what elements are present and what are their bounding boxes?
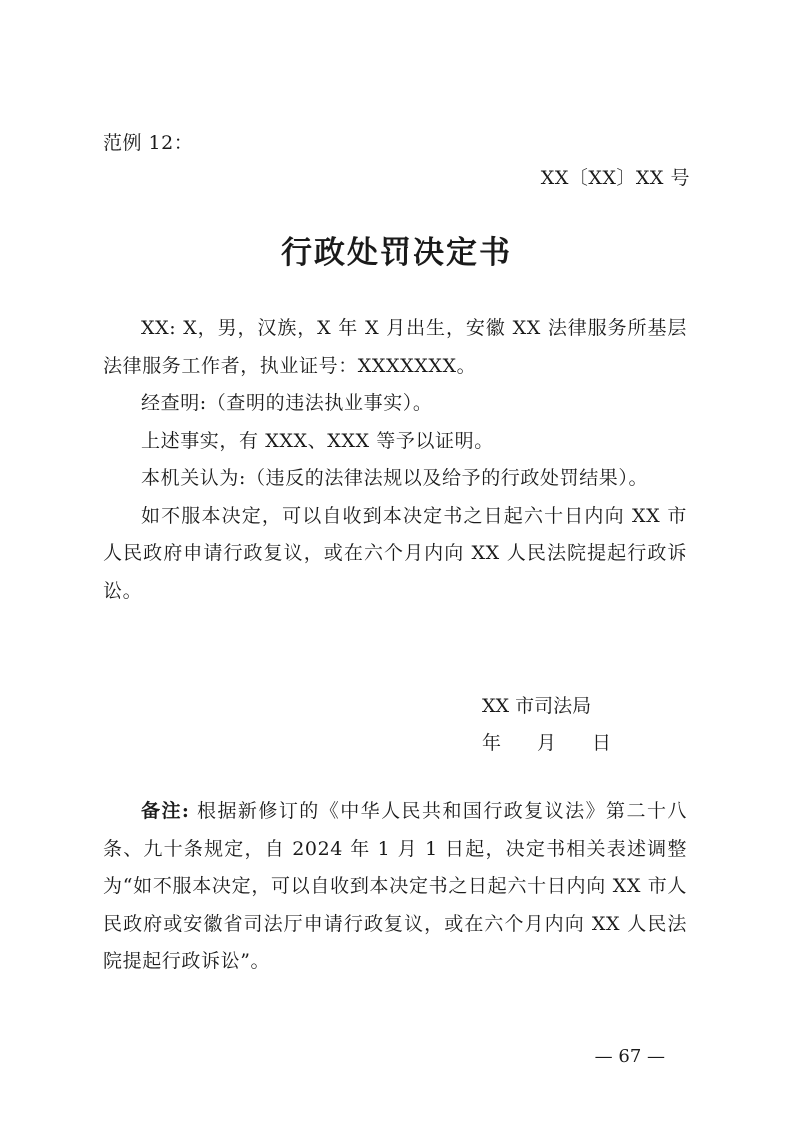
issuer-name: XX 市司法局	[482, 695, 592, 717]
paragraph-appeal-rights: 如不服本决定，可以自收到本决定书之日起六十日内向 XX 市人民政府申请行政复议，或在六个月内向 XX 人民法院提起行政诉讼。	[103, 504, 687, 602]
paragraph-party-info: XX: X，男，汉族，X 年 X 月出生，安徽 XX 法律服务所基层法律服务工作者，执业证号：XXXXXXX。	[103, 317, 687, 377]
page-number: — 67 —	[594, 1046, 665, 1067]
paragraph-findings: 经查明:（查明的违法执业事实）。	[141, 392, 433, 414]
document-body	[103, 310, 687, 610]
document-title: 行政处罚决定书	[281, 235, 512, 271]
paragraph-evidence: 上述事实，有 XXX、XXX 等予以证明。	[141, 429, 494, 452]
issue-date	[482, 725, 611, 762]
note-paragraph	[103, 793, 687, 981]
date-month: 月	[537, 732, 557, 754]
example-label: 范例 12：	[103, 132, 194, 154]
note-text: 根据新修订的《中华人民共和国行政复议法》第二十八条、九十条规定，自 2024 年 1 月 1 日起，决定书相关表述调整为“如不服本决定，可以自收到本决定书之日起六十日内向 XX 市人民政府或安徽省司法厅申请行政复议，或在六个月内向 XX 人民法院提起行政诉讼”。	[103, 800, 688, 972]
paragraph-conclusion: 本机关认为:（违反的法律法规以及给予的行政处罚结果）。	[141, 467, 649, 489]
note-label: 备注:	[141, 800, 190, 822]
document-number: XX〔XX〕XX 号	[540, 167, 690, 189]
signature-block	[482, 688, 611, 762]
date-year: 年	[482, 732, 502, 754]
date-day: 日	[592, 732, 612, 754]
